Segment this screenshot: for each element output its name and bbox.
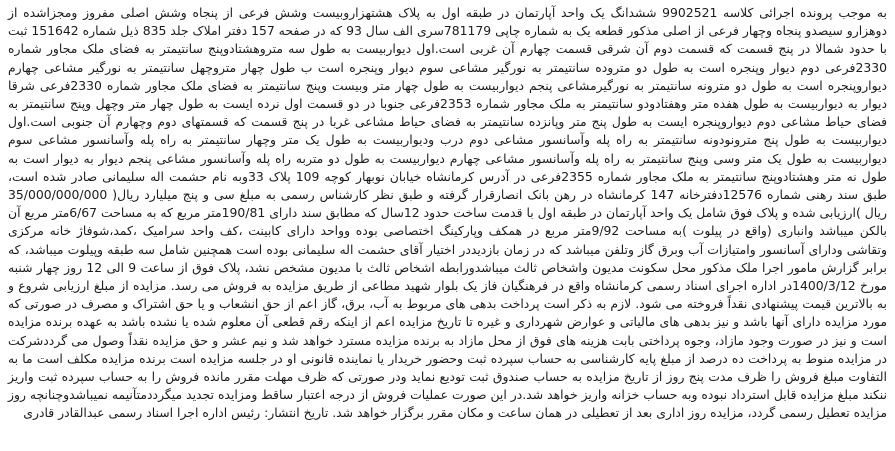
notice-text: به موجب پرونده اجرائی کلاسه 9902521 ششدانگ یک واحد آپارتمان در طبقه اول به پلاک هشتهزاروبیست وشش فرعی از پنجاه وشش اصلی مفروز ومجزاشده از دوهزارو سیصدو پنجاه وچهار فرعی از اصلی مذکور قطعه یک به شماره چاپی 781179سری الف سال 93 که در صفحه 157 دفتر املاک جلد 835 ذیل شماره 151642 ثبت با حدود شمالا در پنج قسمت که قسمت دوم آن شرقی قسمت چهارم آن غربی است.اول دیواربیست به طول سه متروهشتادوپنج سانتیمتر به فضای ملک مجاور شماره 2330فرعی دوم دیوار وپنجره است به طول دو متروده سانتیمتر به نورگیر مشاعی سوم دیوار وپنجره است ب طول چهار متروچهل سانتیمتر به نورگیر مشاعی چهارم دیواروپنجره است به طول دو مترونه سانتیمتر به نورگیرمشاعی پنجم دیواربیست به طول چهار متر وبیست وپنج سانتیمتر به فضای ملک مجاور شماره 2330فرعی شرقا دیوار به دیواربیست به طول هفده متر وهفتادودو سانتیمتر به ملک مجاور شماره 2353فرعی جنوبا در دو قسمت اول نرده ایست به طول چهار متر وچهل وپنج سانتیمتر به فضای حیاط مشاعی دوم دیواروپنجره ایست به طول پنج متر وپانزده سانتیمتر به فضای حیاط مشاعی غربا در پنج قسمت که قسمتهای دوم وچهارم آن جنوبی است.اول دیواربیست به طول پنج مترونودونه سانتیمتر به راه پله وآسانسور مشاعی دوم درب ودیواربیست به طول یک متر وچهار سانتیمتر به راه پله وآسانسور مشاعی سوم دیواربیست به طول یک متر وسی وپنج سانتیمتر به راه پله وآسانسور مشاعی چهارم دیواربیست به طول دو متربه راه پله وآسانسور مشاعی پنجم دیوار به دیوار است به طول نه متر وهشتادوپنج سانتیمتر به ملک مجاور شماره 2355فرعی در آدرس کرمانشاه خیابان نوبهار کوچه 109 پلاک 33وبه نام حشمت اله سلیمانی صادر شده است، طبق سند رهنی شماره 12576دفترخانه 147 کرمانشاه در رهن بانک انصارقرار گرفته و طبق نظر کارشناس رسمی به مبلغ سی و پنج میلیارد ریال( 35/000/000/000 ریال )ارزیابی شده و پلاک فوق شامل یک واحد آپارتمان در طبقه اول با قدمت ساخت حدود 12سال که مطابق سند دارای 190/81متر مربع که به مساحت 6/67متر مربع آن بالکن میباشد وانباری (واقع در پیلوت )به مساحت 9/92متر مربع در همکف وپارکینگ اختصاصی بوده وواحد دارای کابینت ،کف واحد سرامیک ،کمد،شوفاژ خانه مرکزی وتقاشی ودارای آسانسور وامتیازات آب وبرق گاز وتلفن میباشد که در زمان بازدیددر اختیار آقای حشمت اله سلیمانی بوده است همچنین شامل سه طبقه وپیلوت میباشد، که برابر گزارش مامور اجرا ملک مذکور محل سکونت مدیون واشخاص ثالث میباشدورابطه اشخاص ثالث با مدیون مشخص نشد، پلاک فوق از ساعت 9 الی 12 روز چهار شنبه مورخ 1400/3/12در اداره اجرای اسناد رسمی کرمانشاه واقع در فرهنگیان فاز یک بلوار شهید مطاعی از طریق مزایده به فروش می رسد. مزایده از مبلغ ارزیابی شروع و به بالاترین قیمت پیشنهادی نقداً فروخته می شود. لازم به ذکر است پرداخت بدهی های مربوط به آب، برق، گاز اعم از حق انشعاب و یا حق اشتراک و مصرف در صورتی که مورد مزایده دارای آنها باشد و نیز بدهی های مالیاتی و عوارض شهرداری و غیره تا تاریخ مزایده اعم از اینکه رقم قطعی آن معلوم شده یا نشده باشد به عهده برنده مزایده است و نیز در صورت وجود مازاد، وجوه پرداختی بابت هزینه های فوق از محل مازاد به برنده مزایده مسترد خواهد شد و نیم عشر و حق مزایده نقداً وصول می گرددشرکت در مزایده منوط به پرداخت ده درصد از مبلغ پایه کارشناسی به حساب سپرده ثبت وحضور خریدار یا نماینده قانونی او در جلسه مزایده است برنده مزایده مکلف است ما به التفاوت مبلغ فروش را ظرف مدت پنج روز از تاریخ مزایده به حساب صندوق ثبت تودیع نماید ودر صورتی که ظرف مهلت مقرر مانده فروش را به حساب سپرده ثبت واریز ننکند مبلغ مزایده قابل استرداد نبوده وبه حساب خزانه واریز خواهد شد.در این صورت عملیات فروش از درجه اعتبار ساقط ومزایده تجدید میگرددمتآنیمه نمیباشدوچنانچه روز مزایده تعطیل رسمی گردد، مزایده روز اداری بعد از تعطیلی در همان ساعت و مکان مقرر برگزار خواهد شد. تاریخ انتشار: رئیس اداره اجرا اسناد رسمی عبدالقادر قادری (8, 5, 888, 421)
